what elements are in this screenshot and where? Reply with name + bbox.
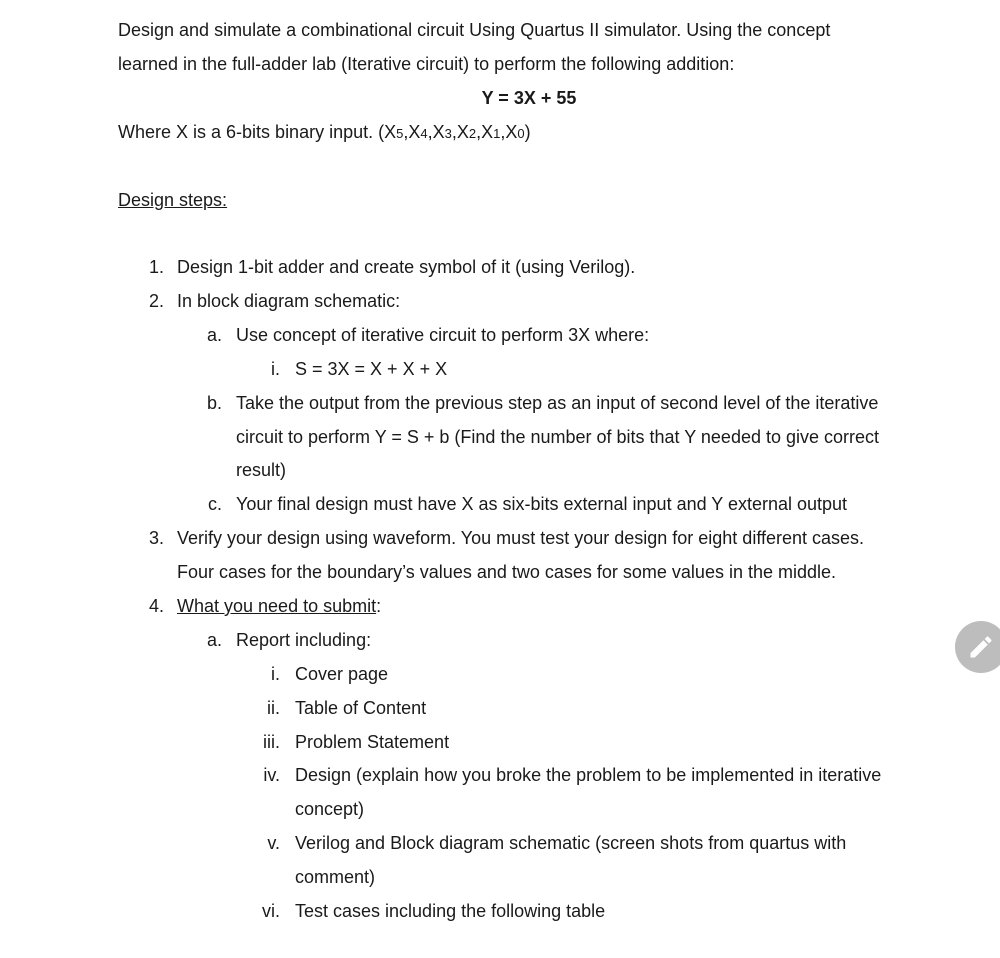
step-3-line-1: Verify your design using waveform. You must test your design for eight different cases.	[177, 528, 865, 548]
step-2b-line-2: circuit to perform Y = S + b (Find the number of bits that Y needed to give correct	[236, 427, 880, 447]
report-item-5-line-2: comment)	[295, 867, 376, 887]
step-2a-i-text: S = 3X = X + X + X	[295, 359, 448, 379]
report-item-5-numeral: v.	[267, 833, 280, 853]
report-item-4-numeral: iv.	[263, 765, 280, 785]
report-item-4-line-2: concept)	[295, 799, 365, 819]
report-item-6-numeral: vi.	[262, 901, 280, 921]
step-2-text: In block diagram schematic:	[177, 291, 401, 311]
report-item-4-line-1: Design (explain how you broke the problem to be implemented in iterative	[295, 765, 882, 785]
step-2c-letter: c.	[207, 494, 222, 514]
step-1-number: 1.	[148, 257, 164, 277]
report-item-2-numeral: ii.	[267, 698, 280, 718]
design-steps-heading: Design steps:	[118, 190, 228, 210]
what-to-submit-link[interactable]: What you need to submit	[177, 596, 377, 616]
step-1-text: Design 1-bit adder and create symbol of it (using Verilog).	[177, 257, 636, 277]
step-4a-letter: a.	[206, 630, 222, 650]
intro-line-1: Design and simulate a combinational circuit Using Quartus II simulator. Using the concept	[118, 20, 831, 40]
step-2a-text: Use concept of iterative circuit to perform 3X where:	[236, 325, 650, 345]
step-2a-i-numeral: i.	[271, 359, 280, 379]
report-item-2: Table of Content	[295, 698, 427, 718]
step-2a-letter: a.	[206, 325, 222, 345]
report-item-3-numeral: iii.	[263, 732, 280, 752]
pencil-icon	[967, 633, 995, 661]
equation: Y = 3X + 55	[481, 88, 577, 108]
step-2-number: 2.	[148, 291, 164, 311]
step-3-line-2: Four cases for the boundary’s values and two cases for some values in the middle.	[177, 562, 837, 582]
report-item-1-numeral: i.	[271, 664, 280, 684]
report-item-5-line-1: Verilog and Block diagram schematic (screen shots from quartus with	[295, 833, 847, 853]
intro-line-2: learned in the full-adder lab (Iterative circuit) to perform the following addition:	[118, 54, 735, 74]
step-4-number: 4.	[148, 596, 164, 616]
step-2b-letter: b.	[206, 393, 222, 413]
step-2b-line-3: result)	[236, 460, 287, 480]
report-item-6: Test cases including the following table	[295, 901, 606, 921]
report-item-1: Cover page	[295, 664, 389, 684]
step-2c-text: Your final design must have X as six-bits external input and Y external output	[236, 494, 848, 514]
report-item-3: Problem Statement	[295, 732, 450, 752]
step-4a-text: Report including:	[236, 630, 372, 650]
where-line: Where X is a 6-bits binary input. (X5,X4,X3,X2,X1,X0)	[118, 122, 531, 142]
edit-button[interactable]	[955, 621, 1000, 673]
step-3-number: 3.	[148, 528, 164, 548]
step-2b-line-1: Take the output from the previous step as an input of second level of the iterative	[236, 393, 879, 413]
step-4-text: What you need to submit:	[177, 596, 382, 616]
